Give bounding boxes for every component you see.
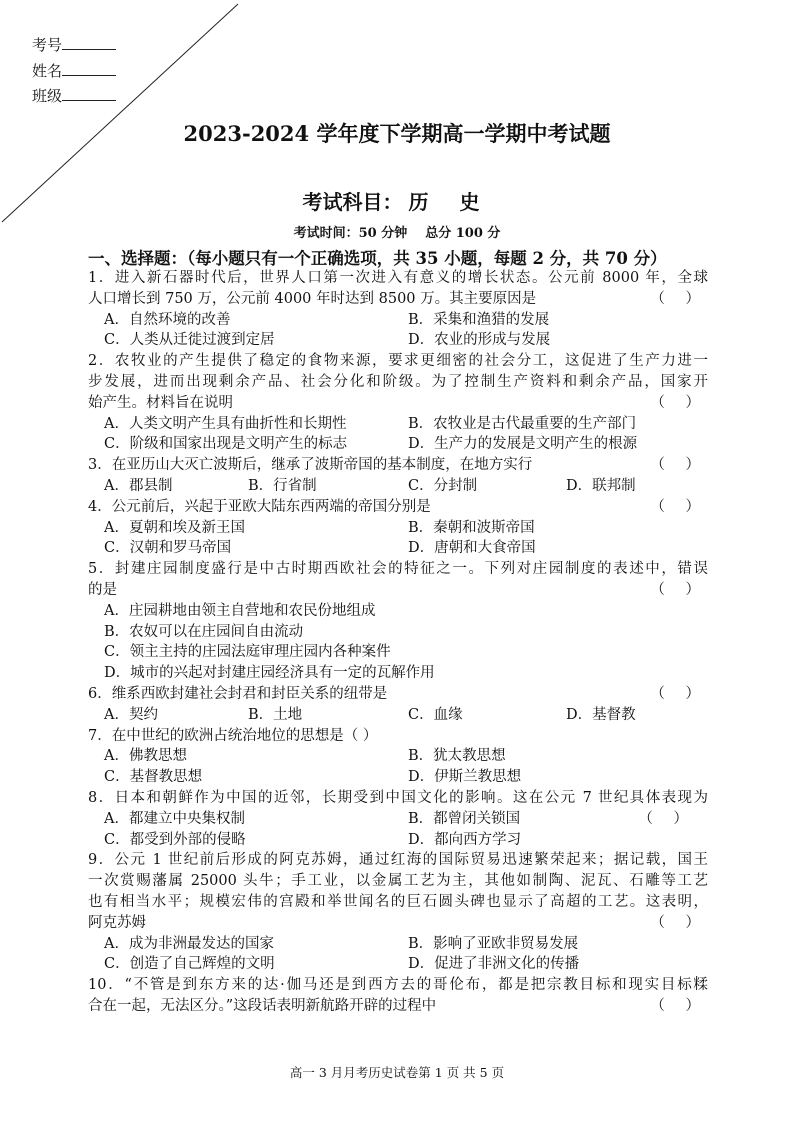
question-3: [88, 455, 708, 497]
question-9: [88, 850, 708, 975]
question-text: [88, 913, 708, 934]
question-1: [88, 268, 708, 351]
question-text: 10．“不管是到东方来的达·伽马还是到西方去的哥伦布，都是把宗教目标和现实目标糅: [88, 977, 708, 994]
option-d[interactable]: D．生产力的发展是文明产生的根源: [408, 436, 638, 453]
option-d[interactable]: D．城市的兴起对封建庄园经济具有一定的瓦解作用: [104, 665, 435, 682]
class-field[interactable]: [32, 86, 116, 105]
exam-total-score: 总分 100 分: [425, 226, 501, 241]
question-text: [88, 684, 708, 705]
question-7: [88, 726, 708, 788]
question-text: [88, 497, 708, 518]
option-row: [88, 809, 708, 830]
option-b[interactable]: B．行省制: [248, 477, 317, 494]
question-2: [88, 351, 708, 455]
option-row: [88, 476, 708, 497]
option-b[interactable]: B．秦朝和波斯帝国: [408, 519, 535, 536]
option-row: [88, 642, 708, 663]
option-row: [88, 601, 708, 622]
option-row: [88, 414, 708, 435]
option-row: [88, 330, 708, 351]
question-stem-end: 阿克苏姆: [88, 914, 146, 931]
option-c[interactable]: C．领主主持的庄园法庭审理庄园内各种案件: [104, 644, 391, 661]
answer-blank[interactable]: （ ）: [650, 685, 708, 702]
question-text: [88, 393, 708, 414]
question-text: 7．在中世纪的欧洲占统治地位的思想是（ ）: [88, 727, 378, 744]
class-label: 班级: [32, 87, 63, 105]
option-a[interactable]: A．都建立中央集权制: [104, 810, 245, 827]
option-d[interactable]: D．联邦制: [566, 477, 636, 494]
question-stem-end: 的是: [88, 581, 117, 598]
exam-title: 2023-2024 学年度下学期高一学期中考试题: [183, 121, 611, 146]
exam-number-field[interactable]: [32, 35, 116, 54]
question-text: [88, 996, 708, 1017]
option-b[interactable]: B．土地: [248, 706, 303, 723]
question-stem-end: 始产生。材料旨在说明: [88, 394, 233, 411]
option-b[interactable]: B．农牧业是古代最重要的生产部门: [408, 415, 637, 432]
name-blank[interactable]: [62, 61, 116, 76]
question-stem-end: 3．在亚历山大灭亡波斯后，继承了波斯帝国的基本制度，在地方实行: [88, 457, 533, 474]
option-b[interactable]: B．农奴可以在庄园间自由流动: [104, 623, 304, 640]
option-d[interactable]: D．农业的形成与发展: [408, 332, 551, 349]
question-text: 也有相当水平；规模宏伟的宫殿和举世闻名的巨石圆头碑也显示了高超的工艺。这表明，: [88, 893, 708, 910]
option-d[interactable]: D．都向西方学习: [408, 831, 522, 848]
question-text: 2．农牧业的产生提供了稳定的食物来源，要求更细密的社会分工，这促进了生产力进一: [88, 353, 708, 370]
question-5: [88, 559, 708, 684]
question-text: [88, 455, 708, 476]
option-row: [88, 538, 708, 559]
page-footer: 高一 3 月月考历史试卷第 1 页 共 5 页: [289, 1065, 505, 1080]
answer-blank[interactable]: （ ）: [638, 810, 696, 827]
name-field[interactable]: [32, 61, 116, 80]
option-a[interactable]: A．人类文明产生具有曲折性和长期性: [104, 415, 347, 432]
answer-blank[interactable]: （ ）: [650, 290, 708, 307]
option-row: [88, 622, 708, 643]
option-a[interactable]: A．庄园耕地由领主自营地和农民份地组成: [104, 602, 376, 619]
option-a[interactable]: A．自然环境的改善: [104, 311, 231, 328]
question-8: [88, 788, 708, 850]
option-c[interactable]: C．阶级和国家出现是文明产生的标志: [104, 436, 348, 453]
option-a[interactable]: A．契约: [104, 706, 158, 723]
answer-blank[interactable]: （ ）: [650, 498, 708, 515]
option-d[interactable]: D．伊斯兰教思想: [408, 769, 522, 786]
question-text: 步发展，进而出现剩余产品、社会分化和阶级。为了控制生产资料和剩余产品，国家开: [88, 373, 708, 390]
answer-blank[interactable]: （ ）: [650, 581, 708, 598]
exam-number-label: 考号: [32, 36, 63, 54]
question-text: 一次赏赐藩属 25000 头牛；手工业，以金属工艺为主，其他如制陶、泥瓦、石雕等工艺: [88, 873, 708, 890]
option-row: [88, 767, 708, 788]
option-row: [88, 830, 708, 851]
option-c[interactable]: C．汉朝和罗马帝国: [104, 540, 232, 557]
option-a[interactable]: A．夏朝和埃及新王国: [104, 519, 245, 536]
question-stem-end: 4．公元前后，兴起于亚欧大陆东西两端的帝国分别是: [88, 498, 431, 515]
question-4: [88, 497, 708, 559]
question-6: [88, 684, 708, 726]
option-c[interactable]: C．分封制: [408, 477, 478, 494]
answer-blank[interactable]: （ ）: [650, 914, 708, 931]
question-text: [88, 580, 708, 601]
option-b[interactable]: B．都曾闭关锁国: [408, 810, 521, 827]
subject-label: 考试科目：: [302, 190, 403, 214]
class-blank[interactable]: [62, 86, 116, 101]
option-a[interactable]: A．郡县制: [104, 477, 173, 494]
option-row: [88, 705, 708, 726]
option-row: [88, 746, 708, 767]
option-row: [88, 310, 708, 331]
answer-blank[interactable]: （ ）: [650, 394, 708, 411]
question-text: 9．公元 1 世纪前后形成的阿克苏姆，通过红海的国际贸易迅速繁荣起来；据记载，国王: [88, 852, 708, 869]
option-c[interactable]: C．血缘: [408, 706, 463, 723]
exam-time-info: [0, 222, 794, 241]
question-text: [88, 289, 708, 310]
option-b[interactable]: B．影响了亚欧非贸易发展: [408, 935, 579, 952]
exam-duration: 考试时间：50 分钟: [293, 226, 408, 241]
option-c[interactable]: C．创造了自己辉煌的文明: [104, 956, 275, 973]
question-list: [88, 268, 708, 1017]
question-stem-end: 合在一起，无法区分。”这段话表明新航路开辟的过程中: [88, 997, 437, 1014]
option-row: [88, 954, 708, 975]
exam-number-blank[interactable]: [62, 35, 116, 50]
subject-value: 历 史: [408, 190, 492, 214]
option-d[interactable]: D．唐朝和大食帝国: [408, 540, 536, 557]
question-text: 8．日本和朝鲜作为中国的近邻，长期受到中国文化的影响。这在公元 7 世纪具体表现为: [88, 789, 708, 806]
option-c[interactable]: C．人类从迁徙过渡到定居: [104, 332, 275, 349]
question-10: [88, 975, 708, 1017]
option-a[interactable]: A．成为非洲最发达的国家: [104, 935, 274, 952]
question-stem-end: 6．维系西欧封建社会封君和封臣关系的纽带是: [88, 685, 388, 702]
option-b[interactable]: B．犹太教思想: [408, 748, 506, 765]
option-d[interactable]: D．促进了非洲文化的传播: [408, 956, 580, 973]
name-label: 姓名: [32, 62, 63, 80]
option-c[interactable]: C．都受到外部的侵略: [104, 831, 246, 848]
exam-subject: [0, 186, 794, 215]
option-a[interactable]: A．佛教思想: [104, 748, 187, 765]
question-stem-end: 人口增长到 750 万，公元前 4000 年时达到 8500 万。其主要原因是: [88, 290, 537, 307]
answer-blank[interactable]: （ ）: [650, 997, 708, 1014]
option-d[interactable]: D．基督教: [566, 706, 636, 723]
option-row: [88, 434, 708, 455]
option-row: [88, 518, 708, 539]
option-c[interactable]: C．基督教思想: [104, 769, 203, 786]
answer-blank[interactable]: （ ）: [650, 457, 708, 474]
option-row: [88, 934, 708, 955]
option-row: [88, 663, 708, 684]
option-b[interactable]: B．采集和渔猎的发展: [408, 311, 550, 328]
question-text: 1．进入新石器时代后，世界人口第一次进入有意义的增长状态。公元前 8000 年，全球: [88, 270, 708, 286]
section-title: 一、选择题：（每小题只有一个正确选项，共 35 小题，每题 2 分，共 70 分）: [88, 249, 667, 268]
question-text: 5．封建庄园制度盛行是中古时期西欧社会的特征之一。下列对庄园制度的表述中，错误: [88, 561, 708, 578]
